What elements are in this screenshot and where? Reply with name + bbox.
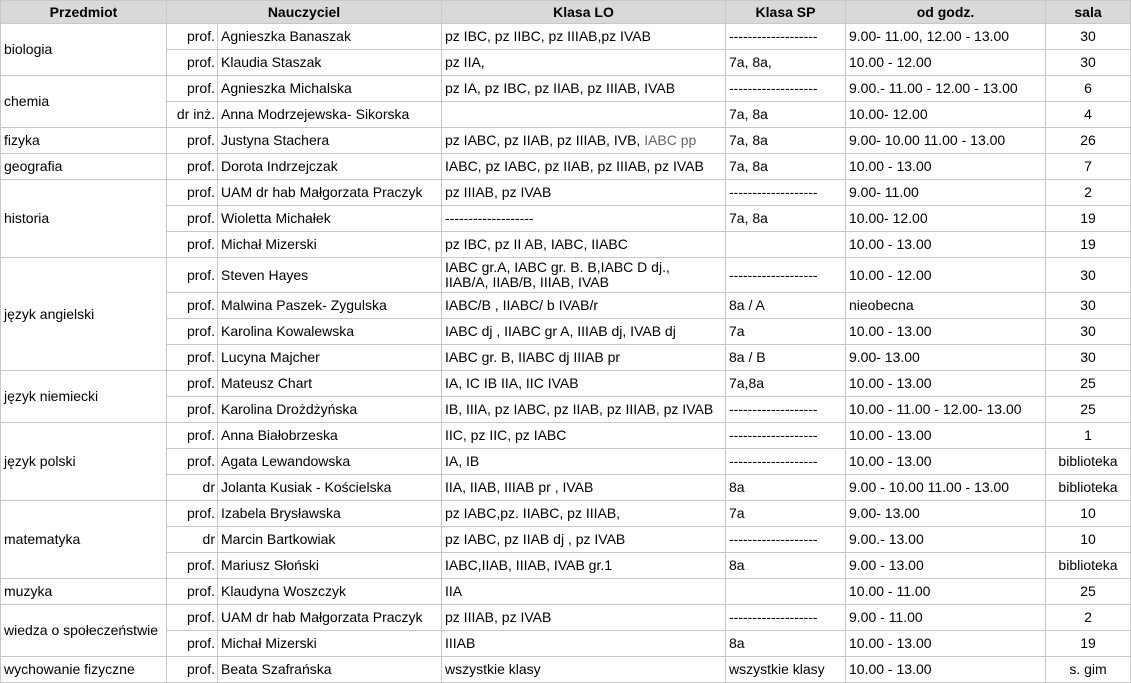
teacher-title-cell: prof. — [167, 397, 218, 423]
teacher-title-cell: prof. — [167, 423, 218, 449]
hours-cell: 10.00 - 13.00 — [846, 154, 1046, 180]
table-row — [1, 258, 1131, 293]
class-lo-text: pz IABC,pz. IIABC, pz IIIAB, — [445, 505, 621, 521]
teacher-title-cell: prof. — [167, 293, 218, 319]
room-cell: 19 — [1046, 206, 1131, 232]
teacher-name-cell: Mariusz Słoński — [218, 553, 442, 579]
class-lo-extra-text: IABC pp — [644, 132, 697, 148]
table-row — [1, 605, 1131, 631]
hours-cell: 10.00 - 13.00 — [846, 371, 1046, 397]
hours-cell: 9.00- 11.00 — [846, 180, 1046, 206]
class-lo-cell — [442, 501, 726, 527]
teacher-name-cell: Anna Modrzejewska- Sikorska — [218, 102, 442, 128]
teacher-name-cell: Michał Mizerski — [218, 232, 442, 258]
class-lo-text: pz IABC, pz IIAB, pz IIIAB, IVB, — [445, 132, 641, 148]
teacher-title-cell: prof. — [167, 232, 218, 258]
teacher-name-cell: Malwina Paszek- Zygulska — [218, 293, 442, 319]
room-cell: 30 — [1046, 293, 1131, 319]
teacher-title-cell: prof. — [167, 258, 218, 293]
class-sp-cell: ------------------- — [726, 180, 846, 206]
subject-cell: historia — [1, 180, 167, 258]
hours-cell: 10.00 - 13.00 — [846, 319, 1046, 345]
teacher-title-cell: dr inż. — [167, 102, 218, 128]
hours-cell: 10.00 - 11.00 — [846, 579, 1046, 605]
class-sp-cell: ------------------- — [726, 449, 846, 475]
table-row — [1, 232, 1131, 258]
teacher-name-cell: Mateusz Chart — [218, 371, 442, 397]
room-cell: 10 — [1046, 501, 1131, 527]
class-lo-cell — [442, 449, 726, 475]
class-sp-cell: ------------------- — [726, 423, 846, 449]
subject-cell: geografia — [1, 154, 167, 180]
hours-cell: 10.00 - 12.00 — [846, 258, 1046, 293]
class-sp-cell: ------------------- — [726, 258, 846, 293]
class-lo-text: IABC, pz IABC, pz IIAB, pz IIIAB, pz IVAB — [445, 158, 704, 174]
class-lo-cell — [442, 657, 726, 683]
teacher-name-cell: Klaudia Staszak — [218, 50, 442, 76]
class-sp-cell: ------------------- — [726, 76, 846, 102]
class-sp-cell: 7a, 8a — [726, 128, 846, 154]
hours-cell: 9.00 - 11.00 — [846, 605, 1046, 631]
hours-cell: 9.00- 13.00 — [846, 345, 1046, 371]
class-lo-cell — [442, 319, 726, 345]
teacher-name-cell: Agata Lewandowska — [218, 449, 442, 475]
table-row — [1, 102, 1131, 128]
class-sp-cell: ------------------- — [726, 397, 846, 423]
hours-cell: 10.00- 12.00 — [846, 102, 1046, 128]
table-row — [1, 449, 1131, 475]
teacher-name-cell: Karolina Kowalewska — [218, 319, 442, 345]
teacher-title-cell: prof. — [167, 50, 218, 76]
teacher-name-cell: Anna Białobrzeska — [218, 423, 442, 449]
teacher-title-cell: prof. — [167, 24, 218, 50]
table-row — [1, 154, 1131, 180]
class-lo-line: IIAB/A, IIAB/B, IIIAB, IVAB — [445, 274, 609, 290]
class-lo-text: IA, IB — [445, 453, 480, 469]
class-lo-text: IB, IIIA, pz IABC, pz IIAB, pz IIIAB, pz IVAB — [445, 401, 714, 417]
class-lo-cell — [442, 50, 726, 76]
class-sp-cell: 8a / A — [726, 293, 846, 319]
teacher-title-cell: prof. — [167, 631, 218, 657]
table-row — [1, 579, 1131, 605]
class-lo-cell — [442, 605, 726, 631]
room-cell: 30 — [1046, 24, 1131, 50]
room-cell: 25 — [1046, 371, 1131, 397]
teacher-name-cell: Agnieszka Michalska — [218, 76, 442, 102]
teacher-name-cell: Agnieszka Banaszak — [218, 24, 442, 50]
teacher-name-cell: Marcin Bartkowiak — [218, 527, 442, 553]
subject-cell: wychowanie fizyczne — [1, 657, 167, 683]
room-cell: 7 — [1046, 154, 1131, 180]
class-lo-cell — [442, 397, 726, 423]
table-row — [1, 345, 1131, 371]
hours-cell: 9.00 - 10.00 11.00 - 13.00 — [846, 475, 1046, 501]
room-cell: 2 — [1046, 180, 1131, 206]
hours-cell: 9.00 - 13.00 — [846, 553, 1046, 579]
class-lo-text: IIIAB — [445, 635, 476, 651]
class-lo-text: IA, IC IB IIA, IIC IVAB — [445, 375, 579, 391]
subject-cell: wiedza o społeczeństwie — [1, 605, 167, 657]
class-lo-cell — [442, 371, 726, 397]
hours-cell: 10.00 - 13.00 — [846, 423, 1046, 449]
class-sp-cell: 7a, 8a, — [726, 50, 846, 76]
class-lo-cell — [442, 475, 726, 501]
class-sp-cell: wszystkie klasy — [726, 657, 846, 683]
room-cell: 19 — [1046, 631, 1131, 657]
room-cell: 19 — [1046, 232, 1131, 258]
table-row — [1, 206, 1131, 232]
hours-cell: 10.00 - 13.00 — [846, 657, 1046, 683]
class-sp-cell: ------------------- — [726, 527, 846, 553]
hours-cell: 9.00- 11.00, 12.00 - 13.00 — [846, 24, 1046, 50]
class-lo-text: pz IBC, pz IIBC, pz IIIAB,pz IVAB — [445, 28, 651, 44]
teacher-title-cell: prof. — [167, 579, 218, 605]
teacher-title-cell: prof. — [167, 180, 218, 206]
table-row — [1, 319, 1131, 345]
table-row — [1, 631, 1131, 657]
room-cell: 6 — [1046, 76, 1131, 102]
teacher-name-cell: Klaudyna Woszczyk — [218, 579, 442, 605]
class-lo-cell — [442, 553, 726, 579]
header-hours: od godz. — [846, 1, 1046, 24]
class-lo-cell — [442, 631, 726, 657]
class-lo-text: IABC/B , IIABC/ b IVAB/r — [445, 297, 599, 313]
class-lo-text: pz IIIAB, pz IVAB — [445, 184, 552, 200]
class-sp-cell: 8a / B — [726, 345, 846, 371]
hours-cell: 9.00- 13.00 — [846, 501, 1046, 527]
table-row — [1, 128, 1131, 154]
hours-cell: 10.00 - 13.00 — [846, 631, 1046, 657]
room-cell: 25 — [1046, 579, 1131, 605]
class-lo-text: IABC,IIAB, IIIAB, IVAB gr.1 — [445, 557, 613, 573]
room-cell: 30 — [1046, 50, 1131, 76]
table-row — [1, 371, 1131, 397]
class-lo-text: IIA, IIAB, IIIAB pr , IVAB — [445, 479, 594, 495]
teacher-title-cell: prof. — [167, 657, 218, 683]
class-sp-cell: 8a — [726, 631, 846, 657]
class-lo-cell — [442, 206, 726, 232]
room-cell: 2 — [1046, 605, 1131, 631]
hours-cell: 10.00 - 13.00 — [846, 449, 1046, 475]
teacher-title-cell: prof. — [167, 449, 218, 475]
table-row — [1, 180, 1131, 206]
class-lo-cell — [442, 293, 726, 319]
table-row — [1, 657, 1131, 683]
table-row — [1, 24, 1131, 50]
room-cell: biblioteka — [1046, 449, 1131, 475]
hours-cell: 9.00.- 11.00 - 12.00 - 13.00 — [846, 76, 1046, 102]
class-lo-cell — [442, 232, 726, 258]
subject-cell: chemia — [1, 76, 167, 128]
class-lo-cell — [442, 258, 726, 293]
subject-cell: język polski — [1, 423, 167, 501]
class-sp-cell: 7a, 8a — [726, 102, 846, 128]
table-row — [1, 423, 1131, 449]
class-lo-text: ------------------- — [445, 210, 534, 226]
class-lo-text: IABC dj , IIABC gr A, IIIAB dj, IVAB dj — [445, 323, 676, 339]
room-cell: 30 — [1046, 258, 1131, 293]
class-sp-cell: 7a,8a — [726, 371, 846, 397]
hours-cell: nieobecna — [846, 293, 1046, 319]
teacher-title-cell: prof. — [167, 76, 218, 102]
class-lo-cell — [442, 24, 726, 50]
room-cell: 26 — [1046, 128, 1131, 154]
header-class-sp: Klasa SP — [726, 1, 846, 24]
table-row — [1, 501, 1131, 527]
teacher-name-cell: UAM dr hab Małgorzata Praczyk — [218, 605, 442, 631]
teacher-name-cell: Izabela Brysławska — [218, 501, 442, 527]
teacher-title-cell: prof. — [167, 371, 218, 397]
class-lo-text: IABC gr. B, IIABC dj IIIAB pr — [445, 349, 621, 365]
class-sp-cell: ------------------- — [726, 24, 846, 50]
teacher-title-cell: prof. — [167, 553, 218, 579]
teacher-title-cell: prof. — [167, 605, 218, 631]
room-cell: 1 — [1046, 423, 1131, 449]
class-lo-cell — [442, 423, 726, 449]
class-lo-text: pz IIA, — [445, 54, 485, 70]
room-cell: biblioteka — [1046, 553, 1131, 579]
class-lo-cell — [442, 154, 726, 180]
header-row — [1, 1, 1131, 24]
header-room: sala — [1046, 1, 1131, 24]
hours-cell: 10.00- 12.00 — [846, 206, 1046, 232]
teacher-name-cell: UAM dr hab Małgorzata Praczyk — [218, 180, 442, 206]
subject-cell: fizyka — [1, 128, 167, 154]
subject-cell: język niemiecki — [1, 371, 167, 423]
teacher-name-cell: Wioletta Michałek — [218, 206, 442, 232]
room-cell: s. gim — [1046, 657, 1131, 683]
table-row — [1, 50, 1131, 76]
class-lo-cell — [442, 180, 726, 206]
teacher-name-cell: Beata Szafrańska — [218, 657, 442, 683]
teacher-name-cell: Karolina Drożdżyńska — [218, 397, 442, 423]
room-cell: 10 — [1046, 527, 1131, 553]
teacher-name-cell: Michał Mizerski — [218, 631, 442, 657]
table-row — [1, 397, 1131, 423]
hours-cell: 9.00- 10.00 11.00 - 13.00 — [846, 128, 1046, 154]
table-row — [1, 553, 1131, 579]
class-lo-text: pz IBC, pz II AB, IABC, IIABC — [445, 236, 628, 252]
class-lo-text: pz IIIAB, pz IVAB — [445, 609, 552, 625]
teacher-name-cell: Dorota Indrzejczak — [218, 154, 442, 180]
class-sp-cell — [726, 232, 846, 258]
table-row — [1, 76, 1131, 102]
subject-cell: język angielski — [1, 258, 167, 371]
teacher-title-cell: prof. — [167, 128, 218, 154]
class-lo-text: pz IA, pz IBC, pz IIAB, pz IIIAB, IVAB — [445, 80, 676, 96]
room-cell: 30 — [1046, 319, 1131, 345]
class-lo-text: IIC, pz IIC, pz IABC — [445, 427, 567, 443]
header-class-lo: Klasa LO — [442, 1, 726, 24]
subject-cell: matematyka — [1, 501, 167, 579]
class-sp-cell: 8a — [726, 553, 846, 579]
room-cell: 4 — [1046, 102, 1131, 128]
class-lo-text: wszystkie klasy — [445, 661, 541, 677]
teacher-name-cell: Lucyna Majcher — [218, 345, 442, 371]
teacher-title-cell: prof. — [167, 206, 218, 232]
table-row — [1, 475, 1131, 501]
class-sp-cell — [726, 579, 846, 605]
header-subject: Przedmiot — [1, 1, 167, 24]
class-lo-cell — [442, 345, 726, 371]
teacher-title-cell: prof. — [167, 319, 218, 345]
teacher-name-cell: Steven Hayes — [218, 258, 442, 293]
class-lo-text: IIA — [445, 583, 463, 599]
header-teacher: Nauczyciel — [167, 1, 442, 24]
class-lo-cell — [442, 579, 726, 605]
room-cell: 30 — [1046, 345, 1131, 371]
teacher-title-cell: prof. — [167, 501, 218, 527]
class-sp-cell: ------------------- — [726, 605, 846, 631]
class-sp-cell: 7a — [726, 319, 846, 345]
hours-cell: 10.00 - 11.00 - 12.00- 13.00 — [846, 397, 1046, 423]
subject-cell: muzyka — [1, 579, 167, 605]
teacher-title-cell: dr — [167, 475, 218, 501]
room-cell: 25 — [1046, 397, 1131, 423]
class-lo-text: pz IABC, pz IIAB dj , pz IVAB — [445, 531, 626, 547]
hours-cell: 10.00 - 12.00 — [846, 50, 1046, 76]
teacher-title-cell: prof. — [167, 345, 218, 371]
table-row — [1, 527, 1131, 553]
hours-cell: 10.00 - 13.00 — [846, 232, 1046, 258]
hours-cell: 9.00.- 13.00 — [846, 527, 1046, 553]
room-cell: biblioteka — [1046, 475, 1131, 501]
table-row — [1, 293, 1131, 319]
class-sp-cell: 7a, 8a — [726, 206, 846, 232]
teacher-title-cell: prof. — [167, 154, 218, 180]
class-lo-cell — [442, 102, 726, 128]
class-lo-cell — [442, 527, 726, 553]
teacher-name-cell: Justyna Stachera — [218, 128, 442, 154]
class-lo-cell — [442, 128, 726, 154]
schedule-body — [1, 24, 1131, 683]
subject-cell: biologia — [1, 24, 167, 76]
class-sp-cell: 7a — [726, 501, 846, 527]
class-lo-cell — [442, 76, 726, 102]
class-sp-cell: 8a — [726, 475, 846, 501]
class-sp-cell: 7a, 8a — [726, 154, 846, 180]
teacher-title-cell: dr — [167, 527, 218, 553]
teacher-name-cell: Jolanta Kusiak - Kościelska — [218, 475, 442, 501]
class-lo-line: IABC gr.A, IABC gr. B. B,IABC D dj., — [445, 259, 670, 275]
